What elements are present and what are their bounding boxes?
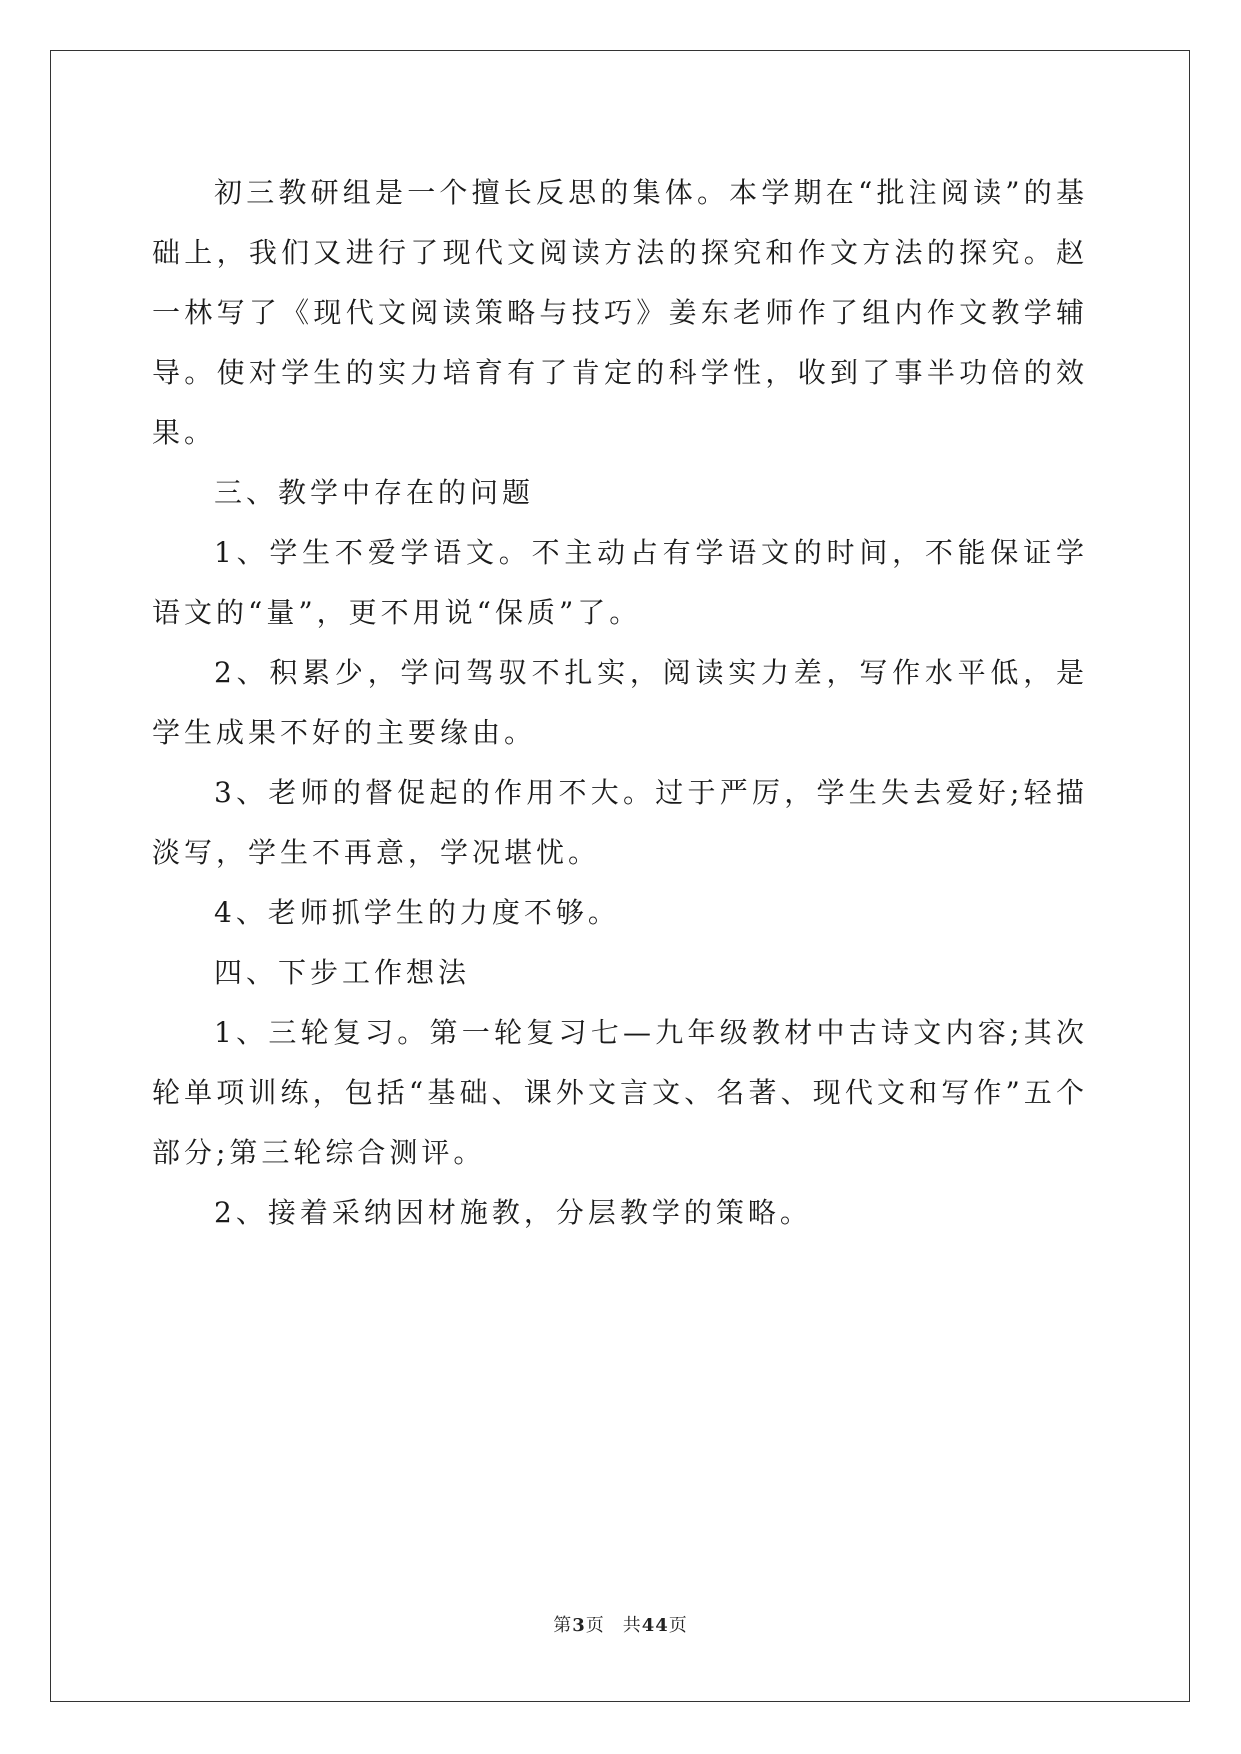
footer-total-pages: 44: [641, 1615, 669, 1636]
section-heading-4: 四、下步工作想法: [214, 956, 471, 989]
paragraph-1: 初三教研组是一个擅长反思的集体。本学期在“批注阅读”的基础上，我们又进行了现代文阅读方法的探究和作文方法的探究。赵一林写了《现代文阅读策略与技巧》姜东老师作了组内作文教学辅导。使对学生的实力培育有了肯定的科学性，收到了事半功倍的效果。: [152, 176, 1088, 449]
document-body: [152, 163, 1088, 1243]
paragraph-problem-3: 3、老师的督促起的作用不大。过于严厉，学生失去爱好;轻描淡写，学生不再意，学况堪忧。: [152, 776, 1088, 869]
footer-page-prefix: 第: [553, 1615, 573, 1636]
paragraph-problem-4: 4、老师抓学生的力度不够。: [214, 896, 620, 929]
footer-page-number: 3: [572, 1615, 586, 1636]
page-footer: [0, 1611, 1241, 1637]
paragraph-problem-1: 1、学生不爱学语文。不主动占有学语文的时间，不能保证学语文的“量”，更不用说“保质”了。: [152, 536, 1088, 629]
paragraph-problem-2: 2、积累少，学问驾驭不扎实，阅读实力差，写作水平低，是学生成果不好的主要缘由。: [152, 656, 1088, 749]
section-heading-3: 三、教学中存在的问题: [214, 476, 535, 509]
paragraph-plan-1: 1、三轮复习。第一轮复习七—九年级教材中古诗文内容;其次轮单项训练，包括“基础、课外文言文、名著、现代文和写作”五个部分;第三轮综合测评。: [152, 1016, 1088, 1169]
footer-total-prefix: 共: [622, 1615, 642, 1636]
paragraph-plan-2: 2、接着采纳因材施教，分层教学的策略。: [214, 1196, 812, 1229]
footer-page-suffix: 页: [585, 1615, 605, 1636]
footer-total-suffix: 页: [668, 1615, 688, 1636]
